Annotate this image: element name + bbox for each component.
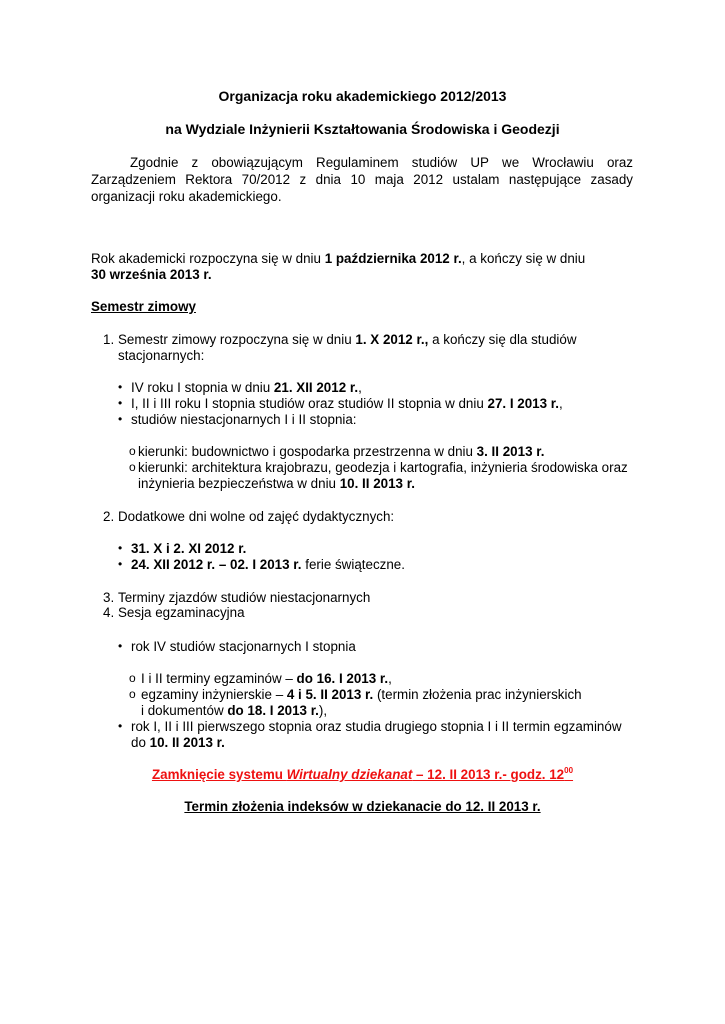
bullet-part-time: studiów niestacjonarnych I i II stopnia:	[131, 412, 357, 427]
bullet-marker: •	[118, 412, 123, 426]
bullet-marker: •	[118, 639, 123, 653]
item-1-line-1: Semestr zimowy rozpoczyna się w dniu 1. X 2012 r., a kończy się dla studiów	[118, 332, 577, 347]
item-2-number: 2.	[103, 509, 115, 524]
semester-heading: Semestr zimowy	[91, 299, 196, 314]
intro-line-1: Zgodnie z obowiązującym Regulaminem studiów UP we Wrocławiu oraz	[130, 155, 633, 170]
bullet-marker: •	[118, 396, 123, 410]
circle-marker: o	[129, 444, 136, 458]
bullet-all-saints: 31. X i 2. XI 2012 r.	[131, 541, 247, 556]
bullet-christmas-break: 24. XII 2012 r. – 02. I 2013 r. ferie świąteczne.	[131, 557, 405, 572]
bullet-marker: •	[118, 557, 123, 571]
academic-year-end: 30 września 2013 r.	[91, 267, 212, 282]
item-3-number: 3.	[103, 590, 115, 605]
item-2-text: Dodatkowe dni wolne od zajęć dydaktycznych:	[118, 509, 395, 524]
bullet-other-years-deadline: do 10. II 2013 r.	[131, 735, 225, 750]
sub-landscape-architecture: kierunki: architektura krajobrazu, geodezja i kartografia, inżynieria środowiska oraz	[138, 460, 628, 475]
circle-marker: o	[129, 460, 136, 474]
item-3-text: Terminy zjazdów studiów niestacjonarnych	[118, 590, 371, 605]
bullet-4th-year-exams: rok IV studiów stacjonarnych I stopnia	[131, 639, 356, 654]
sub-engineering-exams: egzaminy inżynierskie – 4 i 5. II 2013 r. (termin złożenia prac inżynierskich	[141, 687, 582, 702]
bullet-1-3-year: I, II i III roku I stopnia studiów oraz studiów II stopnia w dniu 27. I 2013 r.,	[131, 396, 563, 411]
bullet-marker: •	[118, 541, 123, 555]
circle-marker: o	[129, 687, 136, 701]
bullet-marker: •	[118, 719, 123, 733]
sub-safety-engineering: inżynieria bezpieczeństwa w dniu 10. II 2013 r.	[138, 476, 415, 491]
index-deadline: Termin złożenia indeksów w dziekanacie do 12. II 2013 r.	[184, 799, 541, 814]
intro-line-3: organizacji roku akademickiego.	[91, 189, 282, 204]
item-1-line-2: stacjonarnych:	[118, 348, 205, 363]
intro-line-2: Zarządzeniem Rektora 70/2012 z dnia 10 maja 2012 ustalam następujące zasady	[91, 172, 633, 187]
bullet-marker: •	[118, 380, 123, 394]
bullet-4th-year: IV roku I stopnia w dniu 21. XII 2012 r.,	[131, 380, 362, 395]
sub-exam-terms: I i II terminy egzaminów – do 16. I 2013 r.,	[141, 671, 392, 686]
item-4-text: Sesja egzaminacyjna	[118, 605, 245, 620]
academic-year-line-1: Rok akademicki rozpoczyna się w dniu 1 października 2012 r., a kończy się w dniu	[91, 251, 586, 266]
sub-engineering-documents: i dokumentów do 18. I 2013 r.),	[141, 703, 328, 718]
virtual-deanery-closing: Zamknięcie systemu Wirtualny dziekanat – 12. II 2013 r.- godz. $12^{00}$	[151, 766, 574, 782]
item-1-number: 1.	[103, 332, 115, 347]
bullet-other-years-exams: rok I, II i III pierwszego stopnia oraz studia drugiego stopnia I i II termin egzaminów	[131, 719, 622, 734]
document-title: Organizacja roku akademickiego 2012/2013	[218, 88, 507, 104]
sub-civil-engineering: kierunki: budownictwo i gospodarka przestrzenna w dniu 3. II 2013 r.	[138, 444, 545, 459]
faculty-title: na Wydziale Inżynierii Kształtowania Środowiska i Geodezji	[165, 121, 560, 137]
circle-marker: o	[129, 671, 136, 685]
item-4-number: 4.	[103, 605, 115, 620]
